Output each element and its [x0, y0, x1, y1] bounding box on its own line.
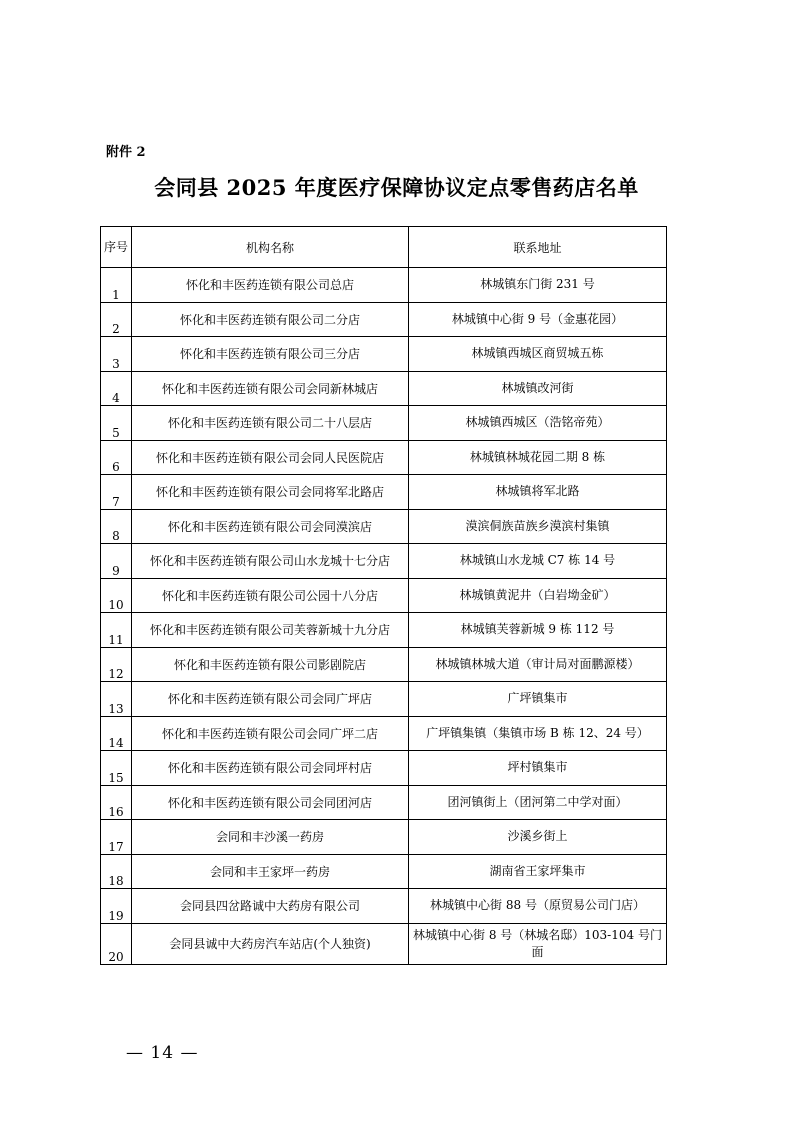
row-index: 15: [101, 751, 132, 786]
row-name: 会同县诚中大药房汽车站店(个人独资): [132, 923, 409, 964]
row-index: 14: [101, 716, 132, 751]
row-address: 沙溪乡街上: [409, 820, 667, 855]
row-name: 会同县四岔路诚中大药房有限公司: [132, 889, 409, 924]
header-name: 机构名称: [132, 227, 409, 268]
row-name: 怀化和丰医药连锁有限公司会同广坪店: [132, 682, 409, 717]
table-row: [101, 854, 667, 889]
row-address: 林城镇将军北路: [409, 475, 667, 510]
table-row: [101, 785, 667, 820]
row-address: 林城镇东门街 231 号: [409, 268, 667, 303]
row-index: 11: [101, 613, 132, 648]
header-index-label: 序号: [103, 239, 128, 254]
row-index: 16: [101, 785, 132, 820]
table-row: [101, 716, 667, 751]
table-row: [101, 371, 667, 406]
attachment-label: 附件 2: [106, 145, 146, 160]
row-address: 林城镇林城花园二期 8 栋: [409, 440, 667, 475]
row-name: 怀化和丰医药连锁有限公司会同广坪二店: [132, 716, 409, 751]
row-index: 4: [101, 371, 132, 406]
table-row: [101, 751, 667, 786]
row-name: 怀化和丰医药连锁有限公司会同新林城店: [132, 371, 409, 406]
table-row: [101, 406, 667, 441]
row-index: 20: [101, 923, 132, 964]
row-index: 8: [101, 509, 132, 544]
row-name: 会同和丰王家坪一药房: [132, 854, 409, 889]
table-row: [101, 820, 667, 855]
row-name: 怀化和丰医药连锁有限公司会同团河店: [132, 785, 409, 820]
row-index: 1: [101, 268, 132, 303]
row-index: 6: [101, 440, 132, 475]
row-name: 怀化和丰医药连锁有限公司三分店: [132, 337, 409, 372]
row-address: 漠滨侗族苗族乡漠滨村集镇: [409, 509, 667, 544]
page-title: 会同县 2025 年度医疗保障协议定点零售药店名单: [154, 175, 639, 200]
row-name: 怀化和丰医药连锁有限公司会同人民医院店: [132, 440, 409, 475]
row-name: 怀化和丰医药连锁有限公司总店: [132, 268, 409, 303]
row-name: 怀化和丰医药连锁有限公司会同漠滨店: [132, 509, 409, 544]
row-index: 2: [101, 302, 132, 337]
pharmacy-table: [100, 226, 667, 965]
row-index: 9: [101, 544, 132, 579]
row-name: 怀化和丰医药连锁有限公司会同将军北路店: [132, 475, 409, 510]
row-address: 林城镇芙蓉新城 9 栋 112 号: [409, 613, 667, 648]
table-row: [101, 440, 667, 475]
row-address: 林城镇中心街 8 号（林城名邸）103-104 号门面: [409, 923, 667, 964]
table-row: [101, 889, 667, 924]
table-row: [101, 923, 667, 964]
row-address: 广坪镇集市: [409, 682, 667, 717]
row-address: 广坪镇集镇（集镇市场 B 栋 12、24 号）: [409, 716, 667, 751]
row-address: 林城镇林城大道（审计局对面鹏源楼）: [409, 647, 667, 682]
table-row: [101, 578, 667, 613]
header-address: 联系地址: [409, 227, 667, 268]
table-row: [101, 302, 667, 337]
row-address: 团河镇街上（团河第二中学对面）: [409, 785, 667, 820]
row-index: 17: [101, 820, 132, 855]
row-index: 3: [101, 337, 132, 372]
row-address: 林城镇改河街: [409, 371, 667, 406]
row-name: 会同和丰沙溪一药房: [132, 820, 409, 855]
row-name: 怀化和丰医药连锁有限公司公园十八分店: [132, 578, 409, 613]
row-index: 18: [101, 854, 132, 889]
table-row: [101, 268, 667, 303]
row-name: 怀化和丰医药连锁有限公司二十八层店: [132, 406, 409, 441]
row-address: 林城镇中心街 88 号（原贸易公司门店）: [409, 889, 667, 924]
row-name: 怀化和丰医药连锁有限公司影剧院店: [132, 647, 409, 682]
row-name: 怀化和丰医药连锁有限公司山水龙城十七分店: [132, 544, 409, 579]
row-index: 5: [101, 406, 132, 441]
row-index: 7: [101, 475, 132, 510]
table-row: [101, 647, 667, 682]
row-name: 怀化和丰医药连锁有限公司二分店: [132, 302, 409, 337]
header-index: [101, 227, 132, 268]
row-address: 林城镇西城区（浩铭帝苑）: [409, 406, 667, 441]
row-index: 10: [101, 578, 132, 613]
row-address: 林城镇西城区商贸城五栋: [409, 337, 667, 372]
row-index: 12: [101, 647, 132, 682]
table-row: [101, 682, 667, 717]
page-number: — 14 —: [126, 1043, 199, 1063]
table-row: [101, 337, 667, 372]
row-index: 13: [101, 682, 132, 717]
row-name: 怀化和丰医药连锁有限公司会同坪村店: [132, 751, 409, 786]
table-row: [101, 509, 667, 544]
row-name: 怀化和丰医药连锁有限公司芙蓉新城十九分店: [132, 613, 409, 648]
row-address: 林城镇山水龙城 C7 栋 14 号: [409, 544, 667, 579]
row-index: 19: [101, 889, 132, 924]
row-address: 林城镇中心街 9 号（金惠花园）: [409, 302, 667, 337]
row-address: 林城镇黄泥井（白岩坳金矿）: [409, 578, 667, 613]
table-row: [101, 475, 667, 510]
table-row: [101, 613, 667, 648]
row-address: 湖南省王家坪集市: [409, 854, 667, 889]
row-address: 坪村镇集市: [409, 751, 667, 786]
table-header-row: [101, 227, 667, 268]
table-row: [101, 544, 667, 579]
